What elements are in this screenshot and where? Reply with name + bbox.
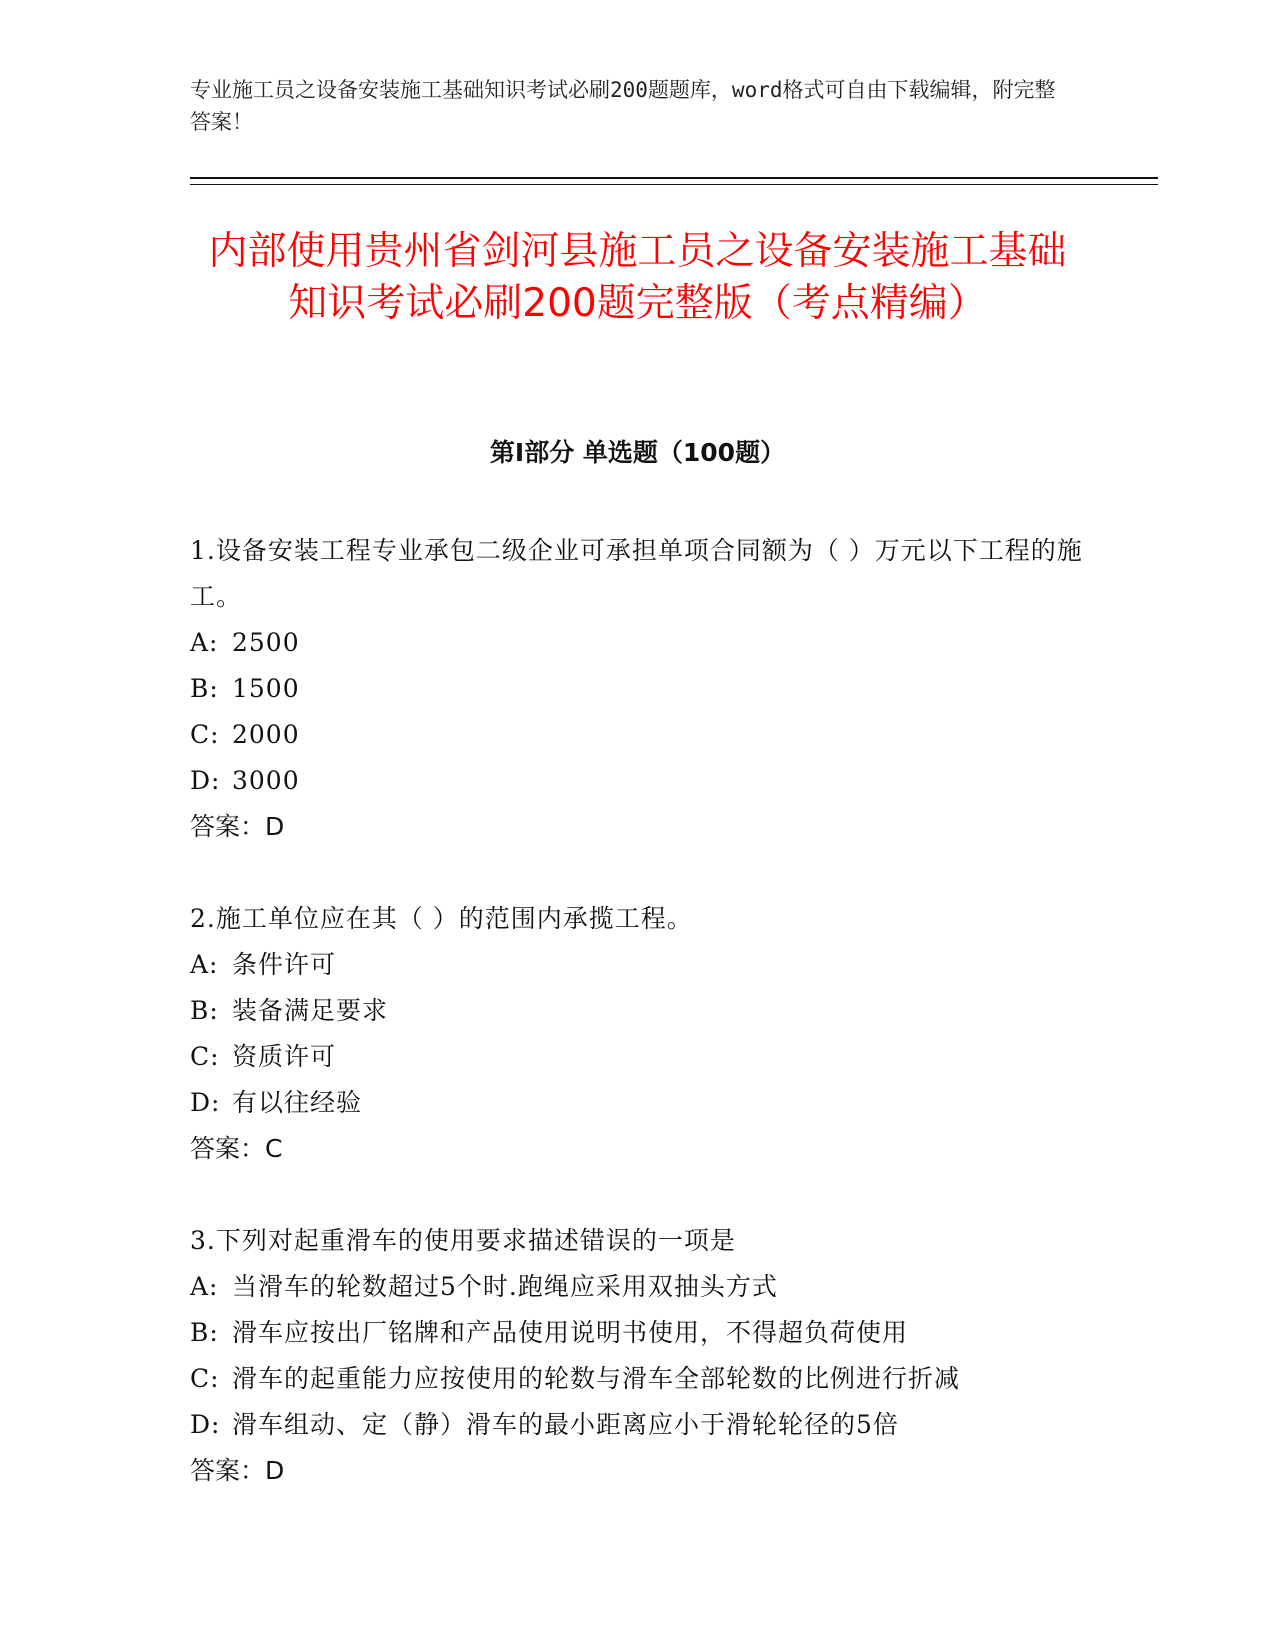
question-1 [190,528,1085,850]
answer: 答案：D [190,1456,285,1485]
option-key: C: [190,720,220,749]
option-c [190,1034,1085,1080]
option-key: A: [190,950,219,979]
option-text: 有以往经验 [232,1088,363,1117]
option-text: 资质许可 [232,1042,337,1071]
option-b [190,988,1085,1034]
option-d [190,758,1085,804]
option-text: 滑车组动、定（静）滑车的最小距离应小于滑轮轮径的5倍 [232,1410,899,1439]
option-key: B: [190,674,219,703]
question-text: 2.施工单位应在其（ ）的范围内承揽工程。 [190,904,693,933]
option-text: 滑车的起重能力应按使用的轮数与滑车全部轮数的比例进行折减 [232,1364,961,1393]
option-text: 3000 [232,766,300,795]
option-text: 条件许可 [232,950,337,979]
question-text: 1.设备安装工程专业承包二级企业可承担单项合同额为（ ）万元以下工程的施工。 [190,536,1083,611]
question-list [190,528,1085,1540]
option-b [190,1310,1085,1356]
option-key: D: [190,1088,221,1117]
option-c [190,1356,1085,1402]
option-text: 装备满足要求 [232,996,389,1025]
header-divider-thin [190,184,1158,185]
option-key: D: [190,766,221,795]
option-key: C: [190,1364,220,1393]
document-title: 内部使用贵州省剑河县施工员之设备安装施工基础知识考试必刷200题完整版（考点精编） [208,229,1067,326]
option-text: 2500 [232,628,300,657]
question-3 [190,1218,1085,1494]
option-key: A: [190,1272,219,1301]
option-a [190,620,1085,666]
section-title: 第Ⅰ部分 单选题（100题） [489,438,786,467]
header-divider-thick [190,177,1158,179]
option-a [190,942,1085,988]
option-a [190,1264,1085,1310]
option-text: 当滑车的轮数超过5个时.跑绳应采用双抽头方式 [232,1272,778,1301]
option-d [190,1402,1085,1448]
header-note: 专业施工员之设备安装施工基础知识考试必刷200题题库，word格式可自由下载编辑，附完整答案！ [190,78,1056,134]
option-text: 2000 [232,720,300,749]
option-key: D: [190,1410,221,1439]
option-key: C: [190,1042,220,1071]
option-d [190,1080,1085,1126]
question-text: 3.下列对起重滑车的使用要求描述错误的一项是 [190,1226,736,1255]
option-text: 滑车应按出厂铭牌和产品使用说明书使用，不得超负荷使用 [232,1318,909,1347]
option-text: 1500 [232,674,300,703]
answer: 答案：C [190,1134,283,1163]
option-key: A: [190,628,219,657]
option-key: B: [190,1318,219,1347]
option-c [190,712,1085,758]
question-2 [190,896,1085,1172]
answer: 答案：D [190,812,285,841]
option-key: B: [190,996,219,1025]
option-b [190,666,1085,712]
